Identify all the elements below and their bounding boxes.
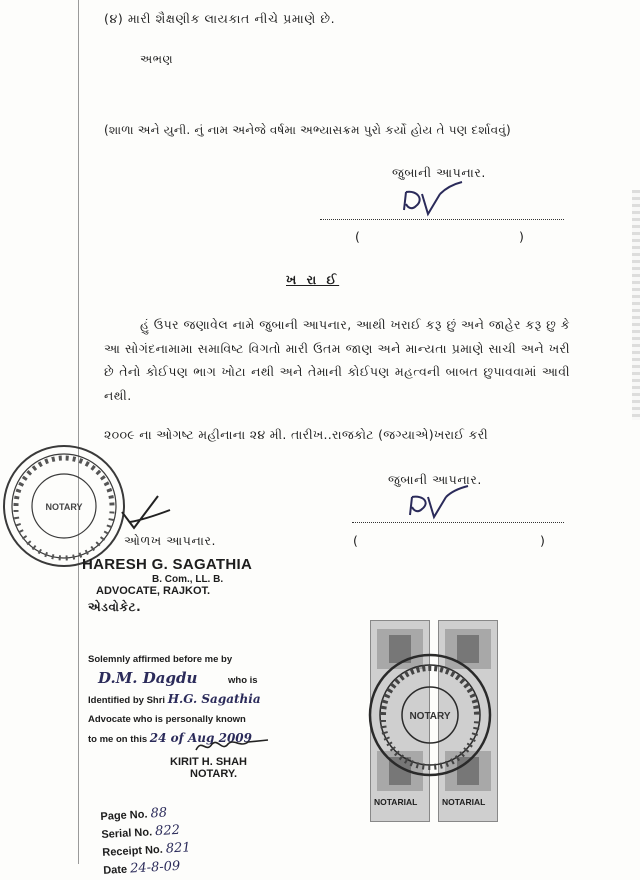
affirmation-heading: ખ રા ઈ <box>286 272 340 287</box>
serial-no: Serial No. 822 <box>101 822 181 841</box>
page-no: Page No. 88 <box>100 805 168 823</box>
deponent-signature-1 <box>396 180 466 222</box>
advocate-degree: B. Com., LL. B. <box>152 574 224 585</box>
svg-text:NOTARY: NOTARY <box>45 502 83 512</box>
affirmation-paragraph: હું ઉપર જણાવેલ નામે જુબાની આપનાર, આથી ખરાઈ કરૂ છું અને જાહેર કરૂ છુ કે આ સોગંદનામામા સમાવિષ્ટ વિગતો મારી ઉતમ જાણ અને માન્યતા પ્રમાણે સાચી અને ખરી છે તેનો કોઈપણ ભાગ ખોટા નથી અને તેમાની કોઈપણ મહત્વની બાબત છુપાવવામાં આવી નથી. <box>104 317 570 403</box>
right-notary-seal <box>365 650 495 780</box>
notary-line-2: D.M. Dagdu who is <box>98 669 258 687</box>
education-line: (૪) મારી શૈક્ષણીક લાયકાત નીચે પ્રમાણે છે. <box>104 11 336 26</box>
notary-signature <box>192 734 272 756</box>
advocate-title: ADVOCATE, RAJKOT. <box>96 585 211 597</box>
signature-line-2 <box>352 522 564 523</box>
identifier-label: ઓળખ આપનાર. <box>124 533 217 548</box>
paren-close-2: ) <box>540 533 546 548</box>
left-notary-seal <box>2 440 130 570</box>
notarial-stamp-1: NOTARIAL <box>370 620 430 822</box>
deponent-label-2: જુબાની આપનાર. <box>388 472 483 487</box>
deponent-label-1: જુબાની આપનાર. <box>392 165 487 180</box>
notarial-stamp-2: NOTARIAL <box>438 620 498 822</box>
paren-open-2: ( <box>353 533 359 548</box>
register-entries <box>100 803 192 880</box>
advocate-name: HARESH G. SAGATHIA <box>82 556 253 573</box>
margin-line <box>78 0 79 864</box>
deponent-signature-2 <box>404 485 470 525</box>
receipt-no: Receipt No. 821 <box>102 840 192 859</box>
identifier-signature <box>118 492 178 532</box>
page-edge-shadow <box>632 190 640 420</box>
education-note: (શાળા અને યુની. નું નામ અનેજે વર્ષમા અભ્યાસક્રમ પુરો કર્યો હોય તે પણ દર્શાવવું) <box>104 123 511 137</box>
notary-name: KIRIT H. SHAH <box>170 756 247 768</box>
signature-line-1 <box>320 219 564 220</box>
paren-open-1: ( <box>355 229 361 244</box>
svg-text:NOTARY: NOTARY <box>409 711 451 722</box>
education-value: અભણ <box>140 52 174 66</box>
register-date: Date 24-8-09 <box>102 858 181 877</box>
advocate-title-gu: એડવોકેટ. <box>88 600 142 614</box>
date-line: ૨૦૦૯ ના ઓગષ્ટ મહીનાના ૨૪ મી. તારીખ..રાજકોટ (જગ્યાએ)ખરાઈ કરી <box>104 427 489 442</box>
paren-close-1: ) <box>519 229 525 244</box>
notary-line-1: Solemnly affirmed before me by <box>88 654 233 665</box>
notary-line-5: to me on this 24 of Aug 2009 <box>88 731 252 745</box>
notary-title: NOTARY. <box>190 768 238 780</box>
notary-line-3: Identified by Shri H.G. Sagathia <box>88 692 261 706</box>
notary-line-4: Advocate who is personally known <box>88 714 246 725</box>
